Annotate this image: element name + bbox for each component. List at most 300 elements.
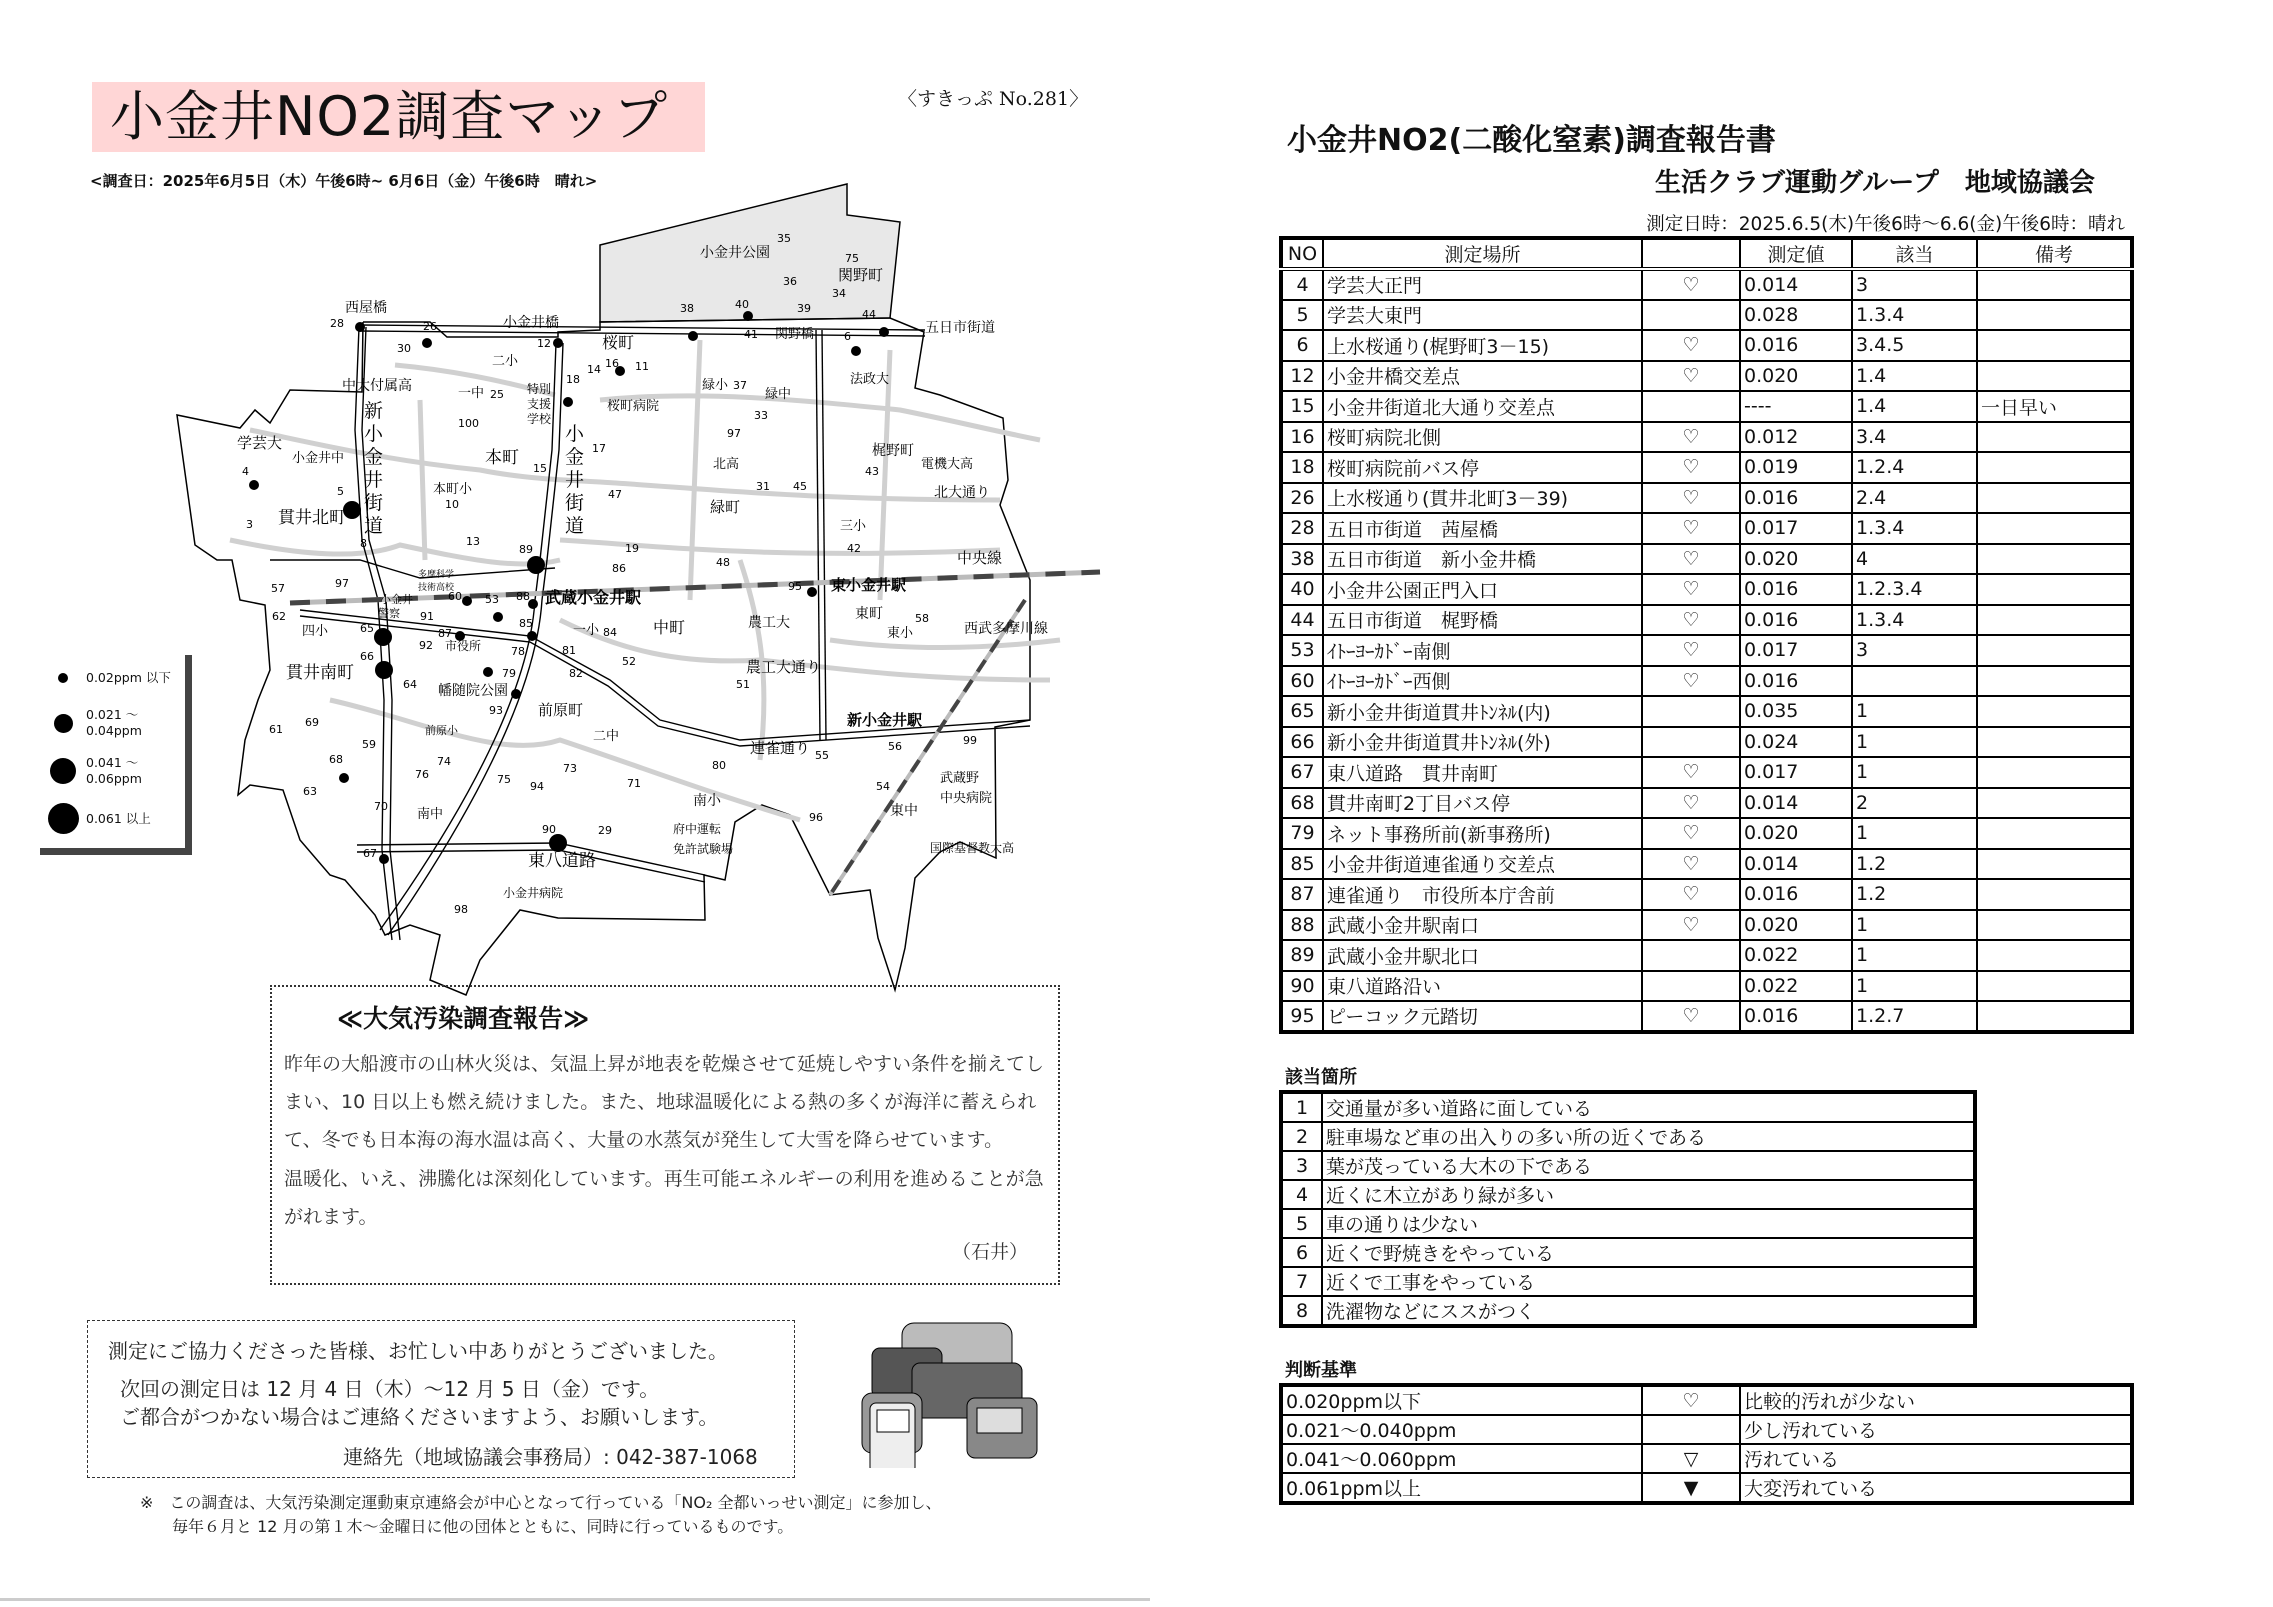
location-cell: 小金井橋交差点	[1323, 361, 1642, 392]
point-number: 75	[497, 773, 511, 786]
point-number: 71	[627, 777, 641, 790]
place-label: 小金井	[380, 593, 413, 606]
notes-cell	[1977, 452, 2132, 483]
report-author: （石井）	[951, 1241, 1028, 1263]
point-number: 10	[445, 498, 459, 511]
applicable-cell: 1	[1852, 940, 1977, 971]
measurement-table	[1279, 236, 2134, 1034]
place-label: 府中運転	[673, 822, 722, 836]
location-cell: 東八道路沿い	[1323, 971, 1642, 1002]
footnote-line: 毎年６月と 12 月の第１木～金曜日に他の団体とともに、同時に行っているものです。	[172, 1517, 794, 1536]
organization-name: 生活クラブ運動グループ 地域協議会	[1655, 168, 2095, 198]
point-number: 62	[272, 610, 286, 623]
point-number: 37	[733, 379, 747, 392]
place-label: 桜町	[602, 333, 635, 352]
survey-date: <調査日：2025年6月5日（木）午後6時~ 6月6日（金）午後6時 晴れ>	[90, 172, 598, 190]
value-cell: 0.016	[1740, 1001, 1852, 1032]
description-cell: 近くで工事をやっている	[1322, 1267, 1975, 1296]
table-row	[1281, 452, 2132, 483]
description-cell: 洗濯物などにススがつく	[1322, 1296, 1975, 1326]
table-row	[1281, 422, 2132, 453]
point-number: 80	[712, 759, 726, 772]
location-cell: ｲﾄｰﾖｰｶﾄﾞｰ南側	[1323, 635, 1642, 666]
point-number: 38	[680, 302, 694, 315]
map-title: 小金井NO2調査マップ	[92, 82, 705, 152]
place-label: 本町	[485, 448, 519, 468]
value-cell: 0.016	[1740, 605, 1852, 636]
place-label: 農工大	[748, 615, 790, 631]
table-row	[1281, 605, 2132, 636]
point-number: 82	[569, 667, 583, 680]
mark-cell	[1642, 940, 1740, 971]
table-row	[1281, 1296, 1975, 1326]
point-number: 61	[269, 723, 283, 736]
location-cell: ネット事務所前(新事務所)	[1323, 818, 1642, 849]
point-number: 52	[622, 655, 636, 668]
notes-cell	[1977, 757, 2132, 788]
no-cell: 16	[1281, 422, 1323, 453]
mark-cell	[1642, 1415, 1740, 1444]
point-number: 54	[876, 780, 890, 793]
road-name-label: 金	[565, 446, 585, 468]
location-cell: 小金井公園正門入口	[1323, 574, 1642, 605]
point-number: 47	[608, 488, 622, 501]
place-label: 西武多摩川線	[964, 621, 1048, 637]
range-cell: 0.061ppm以上	[1281, 1473, 1642, 1503]
applicable-cell: 3.4.5	[1852, 330, 1977, 361]
point-number: 19	[625, 542, 639, 555]
no-cell: 2	[1281, 1122, 1322, 1151]
place-label: 小金井中	[292, 451, 345, 466]
place-label: 東中	[890, 803, 918, 819]
applicable-cell: 2	[1852, 788, 1977, 819]
value-cell: 0.016	[1740, 330, 1852, 361]
description-cell: 駐車場など車の出入りの多い所の近くである	[1322, 1122, 1975, 1151]
applicable-cell: 1.4	[1852, 361, 1977, 392]
table-row	[1281, 696, 2132, 727]
value-cell: 0.016	[1740, 879, 1852, 910]
value-cell: 0.019	[1740, 452, 1852, 483]
location-cell: ｲﾄｰﾖｰｶﾄﾞｰ西側	[1323, 666, 1642, 697]
measurement-point-dot	[851, 346, 861, 356]
mark-cell	[1642, 391, 1740, 422]
place-label: 北高	[713, 457, 740, 472]
no-cell: 1	[1281, 1092, 1322, 1122]
place-label: 桜町病院	[607, 399, 660, 414]
notes-cell	[1977, 910, 2132, 941]
mark-cell: ♡	[1642, 1385, 1740, 1415]
point-number: 97	[335, 577, 349, 590]
value-cell: 0.020	[1740, 818, 1852, 849]
point-number: 98	[454, 903, 468, 916]
location-cell: 上水桜通り(貫井北町3－39)	[1323, 483, 1642, 514]
notes-cell	[1977, 666, 2132, 697]
table-row	[1281, 1001, 2132, 1032]
description-cell: 葉が茂っている大木の下である	[1322, 1151, 1975, 1180]
point-number: 56	[888, 740, 902, 753]
no-cell: 60	[1281, 666, 1323, 697]
place-label: 電機大高	[921, 457, 974, 472]
value-cell: 0.022	[1740, 940, 1852, 971]
report-line: て、冬でも日本海の海水温は高く、大量の水蒸気が発生して大雪を降らせています。	[284, 1129, 1004, 1151]
no-cell: 7	[1281, 1267, 1322, 1296]
issue-number: 〈すきっぷ No.281〉	[898, 88, 1089, 110]
point-number: 25	[490, 388, 504, 401]
applicable-cell: 1.3.4	[1852, 300, 1977, 331]
value-cell: 0.028	[1740, 300, 1852, 331]
point-number: 59	[362, 738, 376, 751]
point-number: 36	[783, 275, 797, 288]
description-cell: 近くで野焼きをやっている	[1322, 1238, 1975, 1267]
mark-cell: ♡	[1642, 544, 1740, 575]
place-label: 五日市街道	[925, 320, 995, 336]
legend-label: 0.02ppm 以下	[86, 670, 171, 685]
point-number: 95	[788, 580, 802, 593]
value-cell: 0.035	[1740, 696, 1852, 727]
report-line: 温暖化、いえ、沸騰化は深刻化しています。再生可能エネルギーの利用を進めることが急	[284, 1168, 1044, 1190]
place-label: 貫井南町	[286, 663, 354, 683]
point-number: 67	[363, 847, 377, 860]
place-label: 南小	[693, 793, 721, 809]
table-row	[1281, 635, 2132, 666]
no-cell: 28	[1281, 513, 1323, 544]
place-label: 学芸大	[237, 434, 283, 452]
table-row	[1281, 1473, 2132, 1503]
point-number: 91	[420, 610, 434, 623]
notes-cell	[1977, 422, 2132, 453]
place-label: 前原小	[425, 724, 458, 737]
location-cell: 五日市街道 茜屋橋	[1323, 513, 1642, 544]
mark-cell: ♡	[1642, 483, 1740, 514]
point-number: 78	[511, 645, 525, 658]
measurement-point-dot	[375, 661, 393, 679]
mark-cell: ♡	[1642, 452, 1740, 483]
notes-cell	[1977, 879, 2132, 910]
applicable-cell: 1.3.4	[1852, 605, 1977, 636]
xlarge-dot-icon	[48, 803, 79, 834]
legend-label: 0.061 以上	[86, 810, 151, 826]
point-number: 29	[598, 824, 612, 837]
applicable-cell: 1	[1852, 696, 1977, 727]
point-number: 81	[562, 644, 576, 657]
table-row	[1281, 574, 2132, 605]
report-line: がれます。	[284, 1206, 378, 1228]
mark-cell: ♡	[1642, 849, 1740, 880]
road-name-label: 街	[565, 492, 585, 514]
notes-cell	[1977, 940, 2132, 971]
notes-cell	[1977, 1001, 2132, 1032]
value-cell: 0.016	[1740, 483, 1852, 514]
point-number: 76	[415, 768, 429, 781]
table-row	[1281, 300, 2132, 331]
footnote-line: ※ この調査は、大気汚染測定運動東京連絡会が中心となって行っている「NO₂ 全都いっせい測定」に参加し、	[140, 1493, 942, 1512]
no-cell: 89	[1281, 940, 1323, 971]
place-label: 梶野町	[872, 443, 914, 459]
place-label: 新小金井駅	[847, 711, 923, 729]
place-label: 緑町	[710, 498, 741, 516]
table-row	[1281, 1415, 2132, 1444]
legend-item	[40, 755, 142, 787]
point-number: 41	[744, 328, 758, 341]
place-label: 南中	[417, 807, 444, 822]
place-label: 本町小	[433, 482, 473, 497]
no-cell: 95	[1281, 1001, 1323, 1032]
legend-label: 0.021 ～	[86, 707, 139, 722]
location-cell: 桜町病院北側	[1323, 422, 1642, 453]
report-line: 昨年の大船渡市の山林火災は、気温上昇が地表を乾燥させて延焼しやすい条件を揃えてし	[284, 1053, 1045, 1075]
description-cell: 近くに木立があり緑が多い	[1322, 1180, 1975, 1209]
point-number: 4	[242, 465, 249, 478]
applicable-cell: 1	[1852, 910, 1977, 941]
point-number: 55	[815, 749, 829, 762]
point-number: 31	[756, 480, 770, 493]
mark-cell	[1642, 971, 1740, 1002]
header-applicable: 該当	[1852, 238, 1977, 269]
road-name-label: 金	[364, 446, 384, 468]
report-line: まい、10 日以上も燃え続けました。また、地球温暖化による熱の多くが海洋に蓄えられ	[284, 1091, 1037, 1113]
table-row	[1281, 1238, 1975, 1267]
applicable-cell: 1	[1852, 971, 1977, 1002]
table-row	[1281, 727, 2132, 758]
point-number: 3	[246, 518, 253, 531]
mark-cell: ♡	[1642, 788, 1740, 819]
measurement-point-dot	[743, 311, 753, 321]
location-cell: 新小金井街道貫井ﾄﾝﾈﾙ(外)	[1323, 727, 1642, 758]
mark-cell: ♡	[1642, 574, 1740, 605]
applicable-cell: 3	[1852, 635, 1977, 666]
measurement-point-dot	[553, 338, 563, 348]
measurement-point-dot	[527, 556, 545, 574]
value-cell: 0.020	[1740, 361, 1852, 392]
place-label: 中央病院	[940, 791, 993, 806]
report-title: 小金井NO2(二酸化窒素)調査報告書	[1287, 123, 1776, 158]
road-name-label: 小	[364, 423, 384, 445]
value-cell: 0.020	[1740, 910, 1852, 941]
location-cell: 新小金井街道貫井ﾄﾝﾈﾙ(内)	[1323, 696, 1642, 727]
location-cell: 小金井街道北大通り交差点	[1323, 391, 1642, 422]
mark-cell: ♡	[1642, 605, 1740, 636]
medium-dot-icon	[54, 714, 73, 733]
place-label: 緑中	[765, 387, 792, 402]
notes-cell	[1977, 727, 2132, 758]
point-number: 44	[862, 308, 876, 321]
place-label: 市役所	[445, 639, 482, 653]
notes-cell	[1977, 483, 2132, 514]
point-number: 51	[736, 678, 750, 691]
notes-cell: 一日早い	[1977, 391, 2132, 422]
measurement-datetime: 測定日時：2025.6.5(木)午後6時～6.6(金)午後6時：晴れ	[1646, 214, 2125, 235]
road-name-label: 道	[565, 515, 585, 537]
point-number: 11	[635, 360, 649, 373]
no-cell: 90	[1281, 971, 1323, 1002]
point-number: 96	[809, 811, 823, 824]
applicable-cell: 1.2	[1852, 879, 1977, 910]
description-cell: 交通量が多い道路に面している	[1322, 1092, 1975, 1122]
road-name-label: 道	[364, 515, 384, 537]
notes-cell	[1977, 971, 2132, 1002]
legend-label: 0.041 ～	[86, 755, 139, 770]
no-cell: 5	[1281, 300, 1323, 331]
place-label: 前原町	[538, 701, 584, 719]
applicable-cell: 1.2	[1852, 849, 1977, 880]
description-cell: 比較的汚れが少ない	[1740, 1385, 2132, 1415]
legend-item	[40, 670, 171, 686]
point-number: 94	[530, 780, 544, 793]
point-number: 74	[437, 755, 451, 768]
range-cell: 0.021～0.040ppm	[1281, 1415, 1642, 1444]
applicable-section-label: 該当箇所	[1285, 1067, 1357, 1088]
place-label: 関野橋	[775, 327, 815, 342]
measurement-point-dot	[527, 631, 537, 641]
no-cell: 53	[1281, 635, 1323, 666]
location-cell: 武蔵小金井駅南口	[1323, 910, 1642, 941]
place-label: 武蔵小金井駅	[545, 588, 642, 607]
road-name-label: 小	[565, 423, 585, 445]
place-label: 関野町	[838, 266, 884, 284]
concentration-legend	[40, 655, 192, 855]
header-location: 測定場所	[1323, 238, 1642, 269]
no-cell: 5	[1281, 1209, 1322, 1238]
legend-item	[40, 707, 142, 739]
location-cell: 学芸大正門	[1323, 269, 1642, 300]
point-number: 84	[603, 626, 617, 639]
applicable-cell: 1	[1852, 727, 1977, 758]
location-cell: 連雀通り 市役所本庁舎前	[1323, 879, 1642, 910]
table-row	[1281, 330, 2132, 361]
place-label: 中央線	[957, 549, 1003, 567]
location-cell: 武蔵小金井駅北口	[1323, 940, 1642, 971]
no-cell: 87	[1281, 879, 1323, 910]
place-label: 北大通り	[934, 485, 990, 501]
table-row	[1281, 879, 2132, 910]
range-cell: 0.020ppm以下	[1281, 1385, 1642, 1415]
value-cell: ----	[1740, 391, 1852, 422]
place-label: 特別	[527, 382, 552, 396]
measurement-point-dot	[379, 854, 389, 864]
measurement-point-dot	[483, 667, 493, 677]
header-value: 測定値	[1740, 238, 1852, 269]
place-label: 技術高校	[418, 583, 455, 593]
description-cell: 大変汚れている	[1740, 1473, 2132, 1503]
no-cell: 68	[1281, 788, 1323, 819]
applicable-cell: 3.4	[1852, 422, 1977, 453]
place-label: 貫井北町	[278, 508, 346, 528]
measurement-point-dot	[355, 322, 365, 332]
point-number: 17	[592, 442, 606, 455]
point-number: 42	[847, 542, 861, 555]
point-number: 85	[519, 617, 533, 630]
point-number: 88	[516, 590, 530, 603]
point-number: 45	[793, 480, 807, 493]
notes-cell	[1977, 605, 2132, 636]
point-number: 63	[303, 785, 317, 798]
point-number: 87	[438, 627, 452, 640]
mark-cell: ♡	[1642, 879, 1740, 910]
point-number: 18	[566, 373, 580, 386]
point-number: 30	[397, 342, 411, 355]
place-label: 小金井公園	[700, 245, 770, 261]
table-row	[1281, 483, 2132, 514]
table-row	[1281, 910, 2132, 941]
applicable-cell	[1852, 666, 1977, 697]
mark-cell	[1642, 727, 1740, 758]
table-row	[1281, 757, 2132, 788]
mark-cell: ▼	[1642, 1473, 1740, 1503]
no-cell: 15	[1281, 391, 1323, 422]
road-name-label: 井	[364, 469, 384, 491]
place-label: 法政大	[850, 372, 890, 387]
notes-cell	[1977, 788, 2132, 819]
applicable-cell: 1.4	[1852, 391, 1977, 422]
place-label: 農工大通り	[746, 658, 822, 676]
no-cell: 40	[1281, 574, 1323, 605]
applicable-cell: 1.2.7	[1852, 1001, 1977, 1032]
description-cell: 車の通りは少ない	[1322, 1209, 1975, 1238]
mark-cell: ♡	[1642, 910, 1740, 941]
point-number: 75	[845, 252, 859, 265]
contact-request-line: ご都合がつかない場合はご連絡くださいますよう、お願いします。	[120, 1405, 719, 1429]
place-label: 警察	[378, 607, 400, 620]
table-row	[1281, 1209, 1975, 1238]
point-number: 86	[612, 562, 626, 575]
mark-cell: ♡	[1642, 757, 1740, 788]
table-row	[1281, 940, 2132, 971]
point-number: 65	[360, 622, 374, 635]
measurement-point-dot	[807, 587, 817, 597]
air-pollution-report-box	[270, 985, 1060, 1285]
value-cell: 0.016	[1740, 574, 1852, 605]
table-row	[1281, 849, 2132, 880]
point-number: 8	[360, 537, 367, 550]
place-label: 武蔵野	[940, 771, 980, 786]
small-dot-icon	[58, 673, 68, 683]
contact-phone: 連絡先（地域協議会事務局）: 042-387-1068	[343, 1445, 758, 1469]
table-row	[1281, 1092, 1975, 1122]
measurement-point-dot	[688, 331, 698, 341]
notes-cell	[1977, 635, 2132, 666]
point-number: 93	[489, 704, 503, 717]
no-cell: 4	[1281, 269, 1323, 300]
value-cell: 0.017	[1740, 513, 1852, 544]
place-label: 小金井病院	[503, 886, 564, 900]
notes-cell	[1977, 513, 2132, 544]
measurement-point-dot	[422, 338, 432, 348]
point-number: 34	[832, 287, 846, 300]
header-mark	[1642, 238, 1740, 269]
table-row	[1281, 788, 2132, 819]
range-cell: 0.041～0.060ppm	[1281, 1444, 1642, 1473]
table-row	[1281, 1385, 2132, 1415]
point-number: 35	[777, 232, 791, 245]
city-boundary	[177, 318, 1030, 995]
no-cell: 38	[1281, 544, 1323, 575]
place-label: 緑小	[702, 378, 729, 393]
notes-cell	[1977, 269, 2132, 300]
point-number: 70	[374, 800, 388, 813]
mark-cell: ♡	[1642, 1001, 1740, 1032]
description-cell: 少し汚れている	[1740, 1415, 2132, 1444]
location-cell: 桜町病院前バス停	[1323, 452, 1642, 483]
mark-cell	[1642, 696, 1740, 727]
table-row	[1281, 391, 2132, 422]
point-number: 57	[271, 582, 285, 595]
value-cell: 0.017	[1740, 757, 1852, 788]
mark-cell: ♡	[1642, 330, 1740, 361]
table-header-row	[1281, 238, 2132, 269]
no-cell: 6	[1281, 330, 1323, 361]
notes-cell	[1977, 330, 2132, 361]
point-number: 97	[727, 427, 741, 440]
